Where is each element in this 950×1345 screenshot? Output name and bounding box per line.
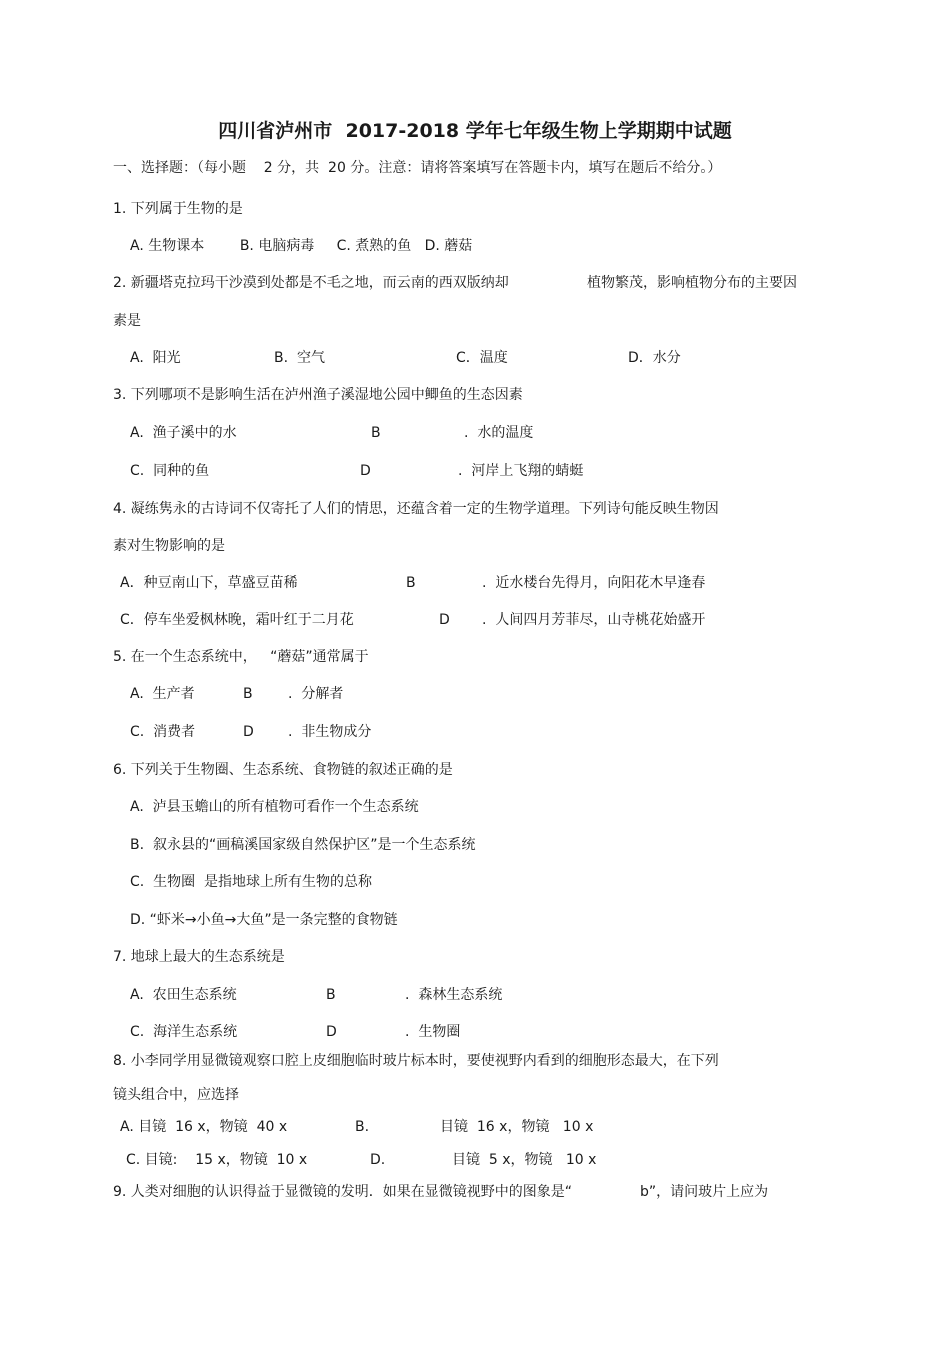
question-8-option-d: 目镜 5 x，物镜 10 x: [452, 1152, 597, 1168]
question-6-option-c: C. 生物圈 是指地球上所有生物的总称: [130, 874, 373, 890]
question-9-stem-continued: b”，请问玻片上应为: [640, 1184, 769, 1200]
question-4-option-b: . 近水楼台先得月，向阳花木早逢春: [482, 575, 706, 591]
question-2-option-d: D．水分: [628, 350, 681, 366]
question-8-option-a: A. 目镜 16 x，物镜 40 x: [120, 1119, 288, 1135]
question-2-option-b: B. 空气: [274, 350, 325, 366]
question-4-stem: 4. 凝练隽永的古诗词不仅寄托了人们的情思，还蕴含着一定的生物学道理。下列诗句能反映生物因: [113, 501, 719, 517]
question-7-option-d-letter: D: [326, 1024, 337, 1040]
question-1-options: A. 生物课本 B. 电脑病毒 C. 煮熟的鱼 D. 蘑菇: [130, 238, 473, 254]
question-3-option-b: . 水的温度: [464, 425, 534, 441]
question-8-stem: 8. 小李同学用显微镜观察口腔上皮细胞临时玻片标本时，要使视野内看到的细胞形态最大，在下列: [113, 1053, 719, 1069]
question-3-option-d: . 河岸上飞翔的蜻蜓: [458, 463, 584, 479]
question-4-option-d-letter: D: [439, 612, 450, 628]
question-7-option-b: . 森林生态系统: [405, 987, 503, 1003]
question-3-option-d-letter: D: [360, 463, 371, 479]
question-7-option-d: . 生物圈: [405, 1024, 461, 1040]
question-5-stem: 5. 在一个生态系统中， “蘑菇”通常属于: [113, 649, 369, 665]
question-4-option-a: A．种豆南山下，草盛豆苗稀: [120, 575, 298, 591]
question-7-option-a: A. 农田生态系统: [130, 987, 237, 1003]
question-7-option-b-letter: B: [326, 987, 336, 1003]
question-8-stem-end: 镜头组合中，应选择: [113, 1087, 239, 1103]
question-5-option-d-letter: D: [243, 724, 254, 740]
section-header: 一、选择题：（每小题 2 分，共 20 分。注意：请将答案填写在答题卡内，填写在题后不给分。）: [113, 160, 722, 176]
question-6-option-a: A. 泸县玉蟾山的所有植物可看作一个生态系统: [130, 799, 419, 815]
question-9-stem: 9. 人类对细胞的认识得益于显微镜的发明．如果在显微镜视野中的图象是“: [113, 1184, 573, 1200]
question-6-option-b: B. 叙永县的“画稿溪国家级自然保护区”是一个生态系统: [130, 837, 476, 853]
page-title: 四川省泸州市 2017-2018 学年七年级生物上学期期中试题: [218, 120, 732, 142]
question-2-option-a: A. 阳光: [130, 350, 181, 366]
question-1-stem: 1. 下列属于生物的是: [113, 201, 243, 217]
question-2-stem-end: 素是: [113, 313, 141, 329]
question-2-option-c: C．温度: [456, 350, 508, 366]
question-5-option-c: C. 消费者: [130, 724, 196, 740]
question-5-option-b-letter: B: [243, 686, 253, 702]
question-7-stem: 7. 地球上最大的生态系统是: [113, 949, 285, 965]
question-3-option-c: C. 同种的鱼: [130, 463, 210, 479]
question-4-option-b-letter: B: [406, 575, 416, 591]
question-4-option-c: C．停车坐爱枫林晚，霜叶红于二月花: [120, 612, 354, 628]
question-3-option-a: A. 渔子溪中的水: [130, 425, 237, 441]
question-5-option-b: . 分解者: [288, 686, 344, 702]
question-6-option-d: D. “虾米→小鱼→大鱼”是一条完整的食物链: [130, 912, 398, 928]
question-8-option-c: C. 目镜: 15 x，物镜 10 x: [126, 1152, 308, 1168]
question-6-stem: 6. 下列关于生物圈、生态系统、食物链的叙述正确的是: [113, 762, 453, 778]
question-3-option-b-letter: B: [371, 425, 381, 441]
question-2-stem: 2. 新疆塔克拉玛干沙漠到处都是不毛之地，而云南的西双版纳却: [113, 275, 509, 291]
question-7-option-c: C. 海洋生态系统: [130, 1024, 238, 1040]
question-5-option-d: . 非生物成分: [288, 724, 372, 740]
question-3-stem: 3. 下列哪项不是影响生活在泸州渔子溪湿地公园中鲫鱼的生态因素: [113, 387, 523, 403]
question-8-option-d-letter: D.: [370, 1152, 386, 1168]
question-4-option-d: . 人间四月芳菲尽，山寺桃花始盛开: [482, 612, 706, 628]
question-8-option-b-letter: B.: [355, 1119, 370, 1135]
question-5-option-a: A. 生产者: [130, 686, 195, 702]
question-4-stem-end: 素对生物影响的是: [113, 538, 225, 554]
question-2-stem-continued: 植物繁茂，影响植物分布的主要因: [587, 275, 797, 291]
question-8-option-b: 目镜 16 x，物镜 10 x: [440, 1119, 594, 1135]
